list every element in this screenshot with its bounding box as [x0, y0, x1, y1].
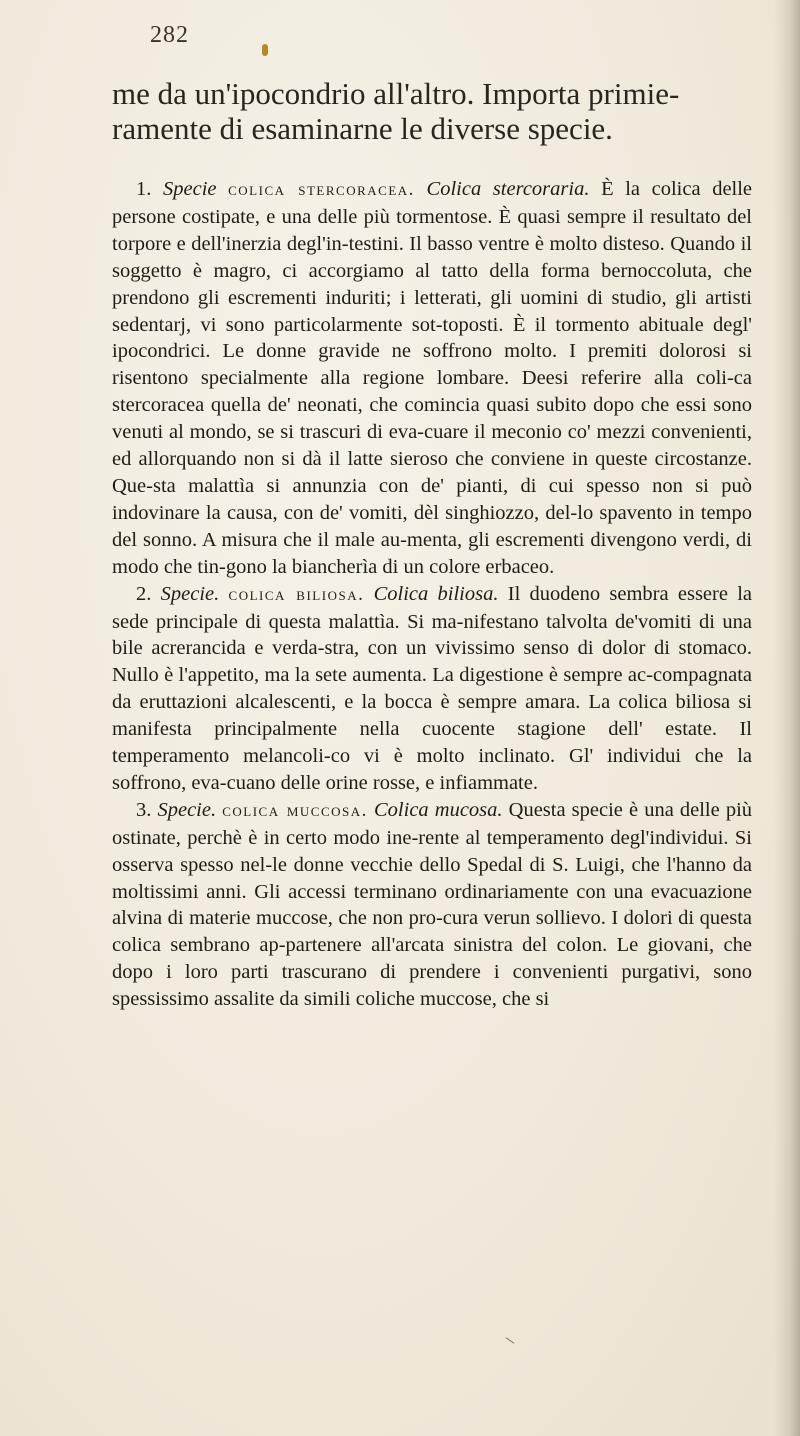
entry-number: 1. [136, 178, 152, 200]
species-word: Specie [163, 178, 217, 200]
species-entry-1 [112, 176, 752, 581]
page-edge-shadow [774, 0, 800, 1436]
page-number: 282 [150, 22, 189, 48]
intro-paragraph: me da un'ipocondrio all'altro. Importa primie-ramente di esaminarne le diverse specie. [112, 76, 680, 146]
species-list [112, 176, 752, 1013]
ink-mark [262, 44, 268, 56]
latin-name: Colica biliosa. [373, 582, 499, 605]
species-label: colica stercoracea. [228, 179, 415, 200]
entry-number: 2. [136, 582, 152, 605]
entry-body: Il duodeno sembra essere la sede principale di questa malattìa. Si ma-nifestano talvolta de'vomiti di una bile acrerancida e verda-stra, con un vivissimo senso di dolor di stomaco. Nullo è l'appetito, ma la sete aumenta. La digestione è sempre ac-compagnata da eruttazioni alcalescenti, e la bocca è sempre amara. La colica biliosa si manifesta principalmente nella cuocente stagione dell' estate. Il temperamento melancoli-co vi è molto inclinato. Gl' individui che la soffrono, eva-cuano delle orine rosse, e infiammate. [112, 582, 752, 794]
species-word: Specie. [160, 582, 220, 605]
ink-smudge [506, 1337, 515, 1344]
entry-body: Questa specie è una delle più ostinate, perchè è in certo modo ine-rente al temperamento degl'individui. Si osserva spesso nel-le donne vecchie dello Spedal di S. Luigi, che l'hanno da moltissimi anni. Gli accessi terminano ordinariamente con una evacuazione alvina di materie muccose, che non pro-cura verun sollievo. I dolori di questa colica sembrano ap-partenere all'arcata sinistra del colon. Le giovani, che dopo i loro parti trascurano di prendere i convenienti purgativi, sono spessissimo assalite da simili coliche muccose, che si [112, 798, 753, 1011]
species-label: colica biliosa. [228, 583, 365, 605]
species-entry-3 [112, 797, 752, 1013]
species-label: colica muccosa. [222, 799, 368, 821]
species-word: Specie. [157, 798, 217, 821]
latin-name: Colica mucosa. [374, 798, 503, 821]
entry-number: 3. [136, 798, 152, 821]
entry-body: È la colica delle persone costipate, e una delle più tormentose. È quasi sempre il resultato del torpore e dell'inerzia degl'in-testini. Il basso ventre è molto disteso. Quando il soggetto è magro, ci accorgiamo al tatto della forma bernoccoluta, che prendono gli escrementi induriti; i letterati, gli uomini di studio, gli artisti sedentarj, vi sono particolarmente sot-toposti. È il tormento abituale degl' ipocondrici. Le donne gravide ne soffrono molto. I premiti dolorosi si risentono specialmente alla regione lombare. Deesi referire alla coli-ca stercoracea quella de' neonati, che comincia quasi subito dopo che essi sono venuti al mondo, se si trascuri di eva-cuare il meconio co' mezzi convenienti, ed allorquando non si dà il latte sieroso che conviene in queste circostanze. Que-sta malattìa si annunzia con de' pianti, di cui spesso non si può indovinare la causa, con de' vomiti, dèl singhiozzo, del-lo spavento in tempo del sonno. A misura che il male au-menta, gli escrementi divengono verdi, di modo che tin-gono la biancherìa di un colore erbaceo. [112, 178, 753, 578]
species-entry-2 [112, 581, 752, 797]
latin-name: Colica stercoraria. [426, 178, 590, 200]
